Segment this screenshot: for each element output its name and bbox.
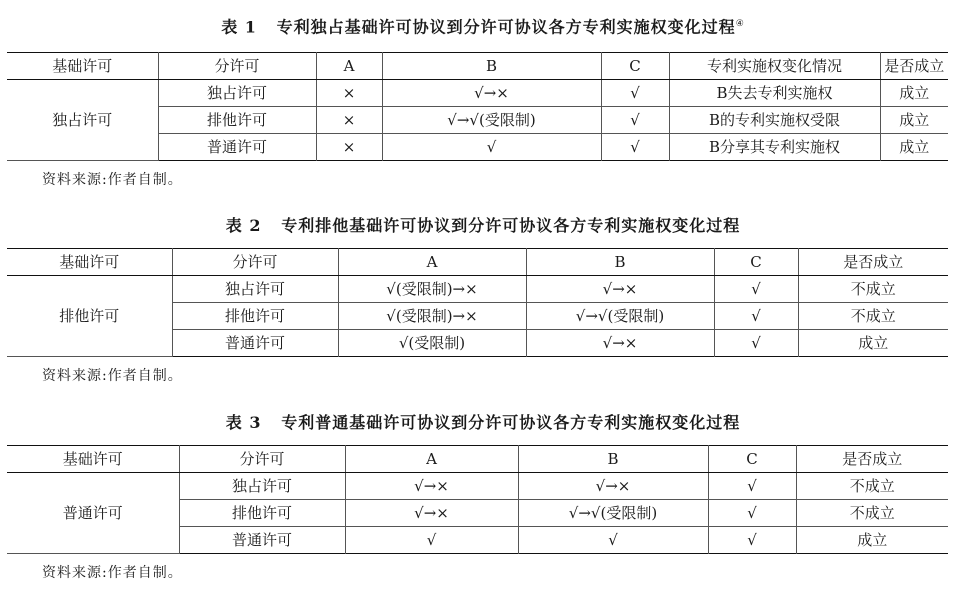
valid-cell: 不成立 — [798, 276, 948, 303]
header-sub-license: 分许可 — [158, 53, 316, 80]
change-cell: B的专利实施权受限 — [669, 107, 880, 134]
base-license-cell: 普通许可 — [7, 473, 179, 554]
table-2-source: 资料来源:作者自制。 — [42, 368, 183, 384]
header-party-c: C — [708, 446, 796, 473]
table-1-label: 表 1 — [221, 17, 257, 37]
table-row — [7, 80, 948, 107]
party-b-cell: √→× — [526, 276, 714, 303]
header-party-c: C — [714, 249, 798, 276]
party-a-cell: √→× — [345, 473, 518, 500]
party-c-cell: √ — [708, 500, 796, 527]
valid-cell: 成立 — [798, 330, 948, 357]
header-base-license: 基础许可 — [7, 249, 172, 276]
header-party-a: A — [338, 249, 526, 276]
party-a-cell: √ — [345, 527, 518, 554]
party-c-cell: √ — [714, 276, 798, 303]
sub-license-cell: 独占许可 — [158, 80, 316, 107]
header-change: 专利实施权变化情况 — [669, 53, 880, 80]
valid-cell: 成立 — [880, 107, 948, 134]
header-party-a: A — [345, 446, 518, 473]
base-license-cell: 独占许可 — [7, 80, 158, 161]
party-a-cell: × — [316, 107, 382, 134]
footnote-mark: ④ — [735, 19, 745, 29]
party-b-cell: √→√(受限制) — [382, 107, 601, 134]
party-b-cell: √→× — [518, 473, 708, 500]
table-1-title — [0, 12, 966, 36]
header-party-b: B — [518, 446, 708, 473]
header-valid: 是否成立 — [796, 446, 948, 473]
sub-license-cell: 独占许可 — [172, 276, 338, 303]
table-2-title — [0, 214, 966, 238]
party-a-cell: √→× — [345, 500, 518, 527]
table-3 — [7, 445, 948, 554]
party-a-cell: √(受限制) — [338, 330, 526, 357]
valid-cell: 不成立 — [796, 500, 948, 527]
table-row — [7, 276, 948, 303]
party-c-cell: √ — [601, 80, 669, 107]
party-c-cell: √ — [714, 303, 798, 330]
sub-license-cell: 普通许可 — [172, 330, 338, 357]
sub-license-cell: 独占许可 — [179, 473, 345, 500]
valid-cell: 不成立 — [796, 473, 948, 500]
table-1-source: 资料来源:作者自制。 — [42, 172, 183, 188]
party-b-cell: √ — [518, 527, 708, 554]
table-header-row — [7, 53, 948, 80]
header-party-a: A — [316, 53, 382, 80]
valid-cell: 不成立 — [798, 303, 948, 330]
party-c-cell: √ — [714, 330, 798, 357]
header-party-b: B — [526, 249, 714, 276]
table-3-title — [0, 411, 966, 435]
valid-cell: 成立 — [880, 80, 948, 107]
party-a-cell: × — [316, 80, 382, 107]
header-party-c: C — [601, 53, 669, 80]
sub-license-cell: 排他许可 — [179, 500, 345, 527]
sub-license-cell: 普通许可 — [179, 527, 345, 554]
header-party-b: B — [382, 53, 601, 80]
header-base-license: 基础许可 — [7, 53, 158, 80]
table-header-row — [7, 446, 948, 473]
party-a-cell: √(受限制)→× — [338, 276, 526, 303]
header-valid: 是否成立 — [880, 53, 948, 80]
party-c-cell: √ — [708, 527, 796, 554]
sub-license-cell: 排他许可 — [172, 303, 338, 330]
header-sub-license: 分许可 — [172, 249, 338, 276]
party-c-cell: √ — [601, 134, 669, 161]
party-a-cell: √(受限制)→× — [338, 303, 526, 330]
sub-license-cell: 排他许可 — [158, 107, 316, 134]
table-row — [7, 473, 948, 500]
table-1 — [7, 52, 948, 161]
change-cell: B分享其专利实施权 — [669, 134, 880, 161]
party-b-cell: √→√(受限制) — [526, 303, 714, 330]
header-valid: 是否成立 — [798, 249, 948, 276]
party-b-cell: √ — [382, 134, 601, 161]
party-b-cell: √→× — [382, 80, 601, 107]
table-3-source: 资料来源:作者自制。 — [42, 565, 183, 581]
table-2-block — [0, 204, 966, 386]
table-2-label: 表 2 — [225, 216, 262, 235]
table-3-caption: 专利普通基础许可协议到分许可协议各方专利实施权变化过程 — [281, 413, 741, 432]
party-c-cell: √ — [708, 473, 796, 500]
party-b-cell: √→√(受限制) — [518, 500, 708, 527]
table-1-caption: 专利独占基础许可协议到分许可协议各方专利实施权变化过程 — [276, 17, 736, 37]
table-2 — [7, 248, 948, 357]
base-license-cell: 排他许可 — [7, 276, 172, 357]
change-cell: B失去专利实施权 — [669, 80, 880, 107]
party-c-cell: √ — [601, 107, 669, 134]
party-b-cell: √→× — [526, 330, 714, 357]
party-a-cell: × — [316, 134, 382, 161]
header-sub-license: 分许可 — [179, 446, 345, 473]
valid-cell: 成立 — [796, 527, 948, 554]
sub-license-cell: 普通许可 — [158, 134, 316, 161]
table-1-block — [0, 0, 966, 190]
table-2-caption: 专利排他基础许可协议到分许可协议各方专利实施权变化过程 — [281, 216, 741, 235]
table-3-block — [0, 401, 966, 583]
table-header-row — [7, 249, 948, 276]
table-3-label: 表 3 — [225, 413, 262, 432]
valid-cell: 成立 — [880, 134, 948, 161]
header-base-license: 基础许可 — [7, 446, 179, 473]
